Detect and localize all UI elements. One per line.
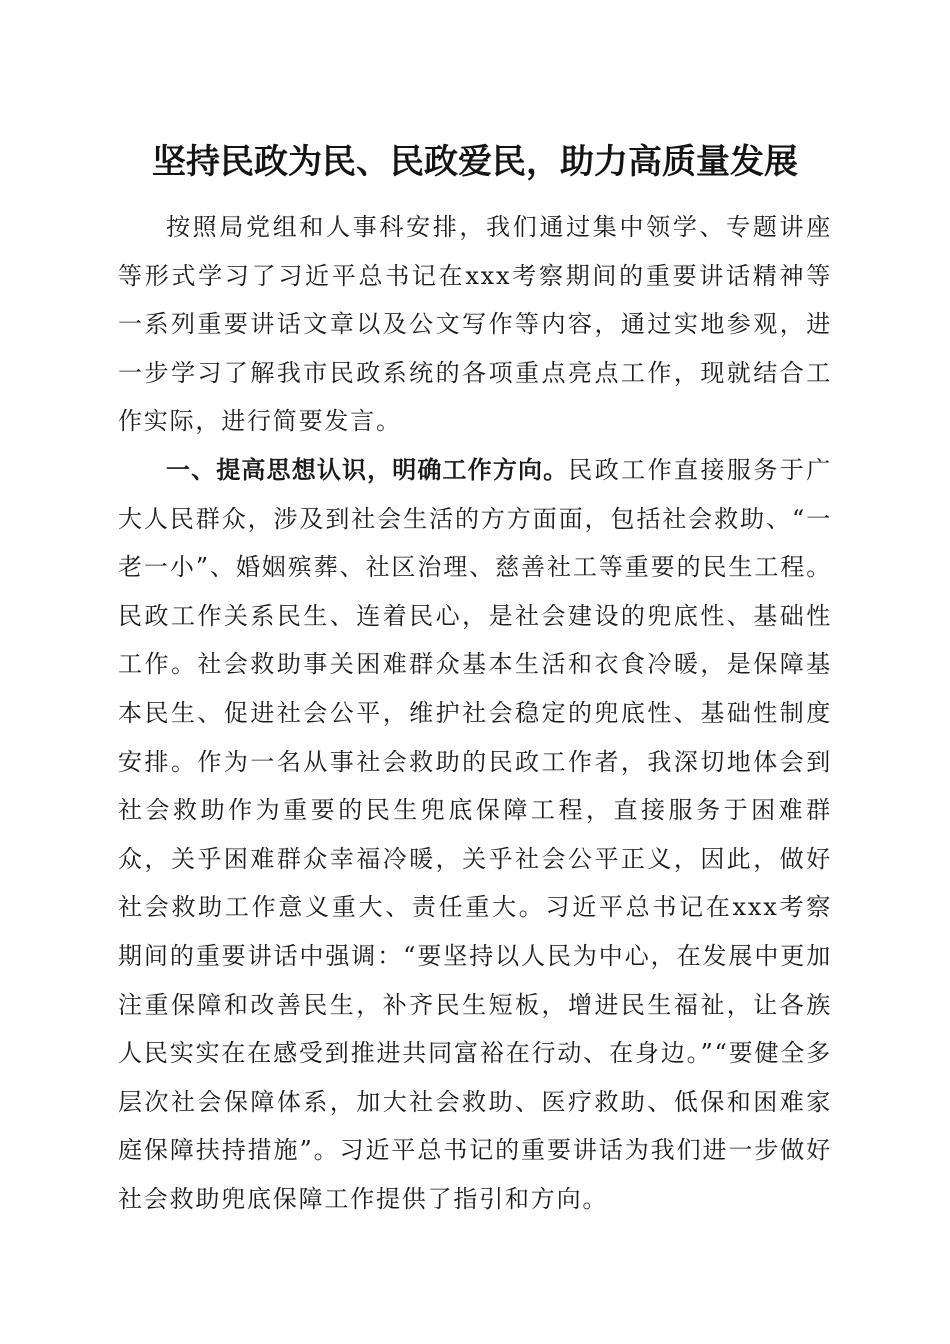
- section-heading: 一、提高思想认识，明确工作方向。: [166, 455, 569, 484]
- paragraph-intro: [118, 203, 832, 446]
- document-body: [118, 203, 832, 1223]
- paragraph-text: 按照局党组和人事科安排，我们通过集中领学、专题讲座等形式学习了习近平总书记在xxx考察期间的重要讲话精神等一系列重要讲话文章以及公文写作等内容，通过实地参观，进一步学习了解我市民政系统的各项重点亮点工作，现就结合工作实际，进行简要发言。: [118, 213, 832, 436]
- paragraph-text: 民政工作直接服务于广大人民群众，涉及到社会生活的方方面面，包括社会救助、“一老一小”、婚姻殡葬、社区治理、慈善社工等重要的民生工程。民政工作关系民生、连着民心，是社会建设的兜底性、基础性工作。社会救助事关困难群众基本生活和衣食冷暖，是保障基本民生、促进社会公平，维护社会稳定的兜底性、基础性制度安排。作为一名从事社会救助的民政工作者，我深切地体会到社会救助作为重要的民生兜底保障工程，直接服务于困难群众，关乎困难群众幸福冷暖，关乎社会公平正义，因此，做好社会救助工作意义重大、责任重大。习近平总书记在xxx考察期间的重要讲话中强调：“要坚持以人民为中心，在发展中更加注重保障和改善民生，补齐民生短板，增进民生福祉，让各族人民实实在在感受到推进共同富裕在行动、在身边。”“要健全多层次社会保障体系，加大社会救助、医疗救助、低保和困难家庭保障扶持措施”。习近平总书记的重要讲话为我们进一步做好社会救助兜底保障工作提供了指引和方向。: [118, 455, 833, 1213]
- paragraph-section-one: [118, 446, 832, 1224]
- document-title: 坚持民政为民、民政爱民，助力高质量发展: [152, 142, 798, 182]
